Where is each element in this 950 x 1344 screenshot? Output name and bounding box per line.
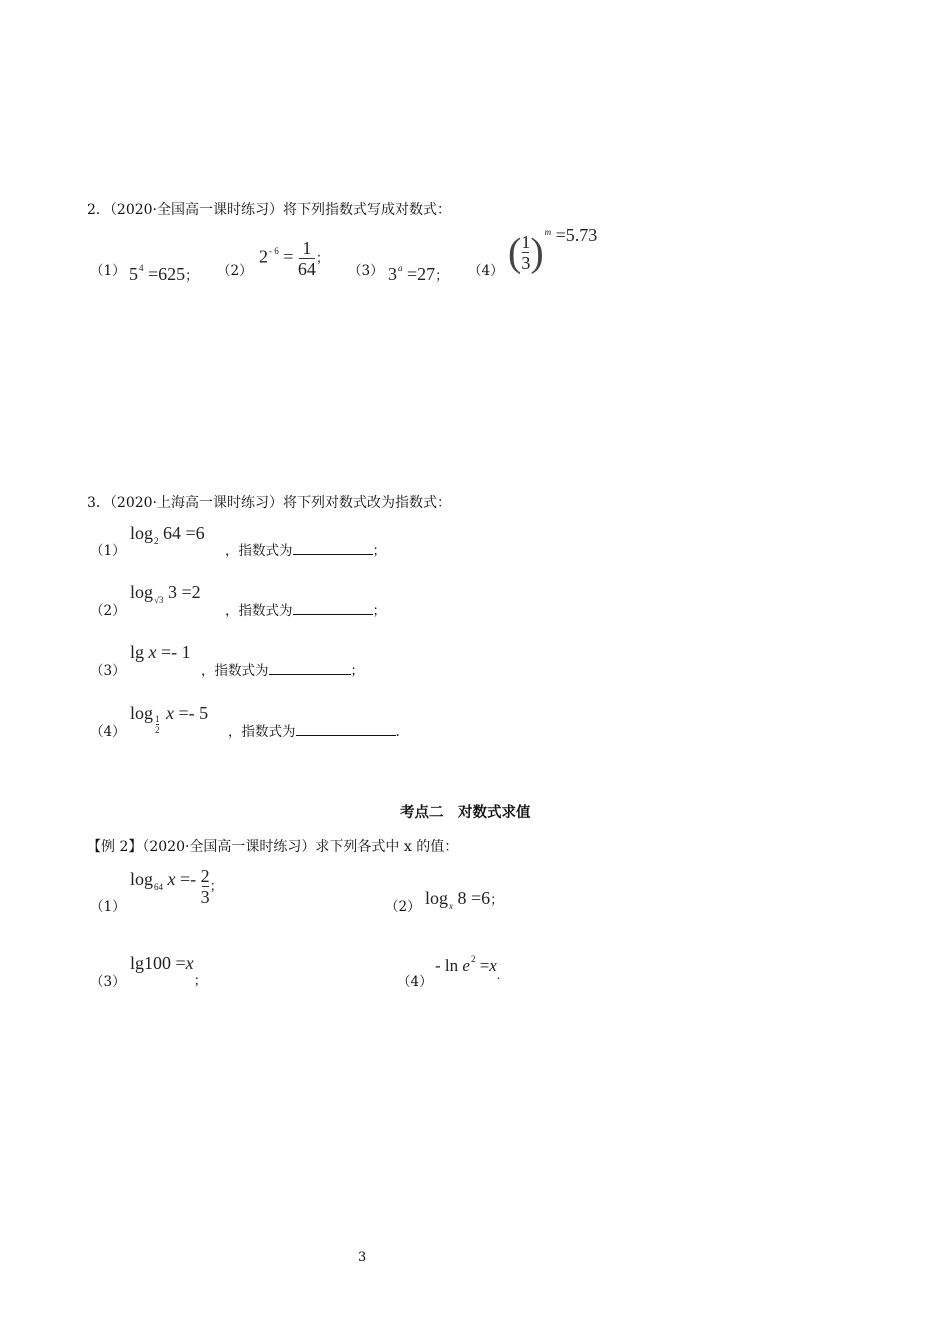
fraction: $\frac{1}{64}$ (297, 238, 316, 279)
ex2-item-2-label: （2） (385, 899, 421, 915)
example-2-title: 【例 2】（2020·全国高一课时练习）求下列各式中 x 的值： (87, 839, 459, 855)
q3-item-2-label: （2） (90, 603, 126, 619)
q3-item-4-answer: ，指数式为 . (228, 720, 400, 740)
q2-item-2-formula: $2^{- 6}$ = $\frac{1}{64}$ ； (259, 238, 330, 279)
q3-item-2-answer: ，指数式为 ； (225, 599, 386, 619)
q2-item-1-formula: $5^4 =625$； (129, 263, 199, 284)
q3-item-3-answer: ，指数式为 ； (201, 659, 364, 679)
q3-item-1-formula: $\log_2 64 =6$ (130, 523, 205, 546)
q3-item-1-label: （1） (90, 543, 126, 559)
q3-item-1-answer: ，指数式为 ； (225, 539, 386, 559)
q3-item-4-label: （4） (90, 724, 126, 740)
answer-blank[interactable] (269, 660, 351, 675)
page-number: 3 (358, 1250, 367, 1265)
q2-item-4-label: （4） (468, 263, 504, 279)
section-heading: 考点二 对数式求值 (400, 804, 531, 821)
q3-item-3-formula: lg x =- 1 (130, 642, 191, 662)
fraction: $\frac{1}{3}$ (521, 232, 531, 273)
ex2-item-3-formula: $\lg 100 =x_;$ (130, 953, 208, 988)
q2-item-3-formula: 3$^a$ =27； (388, 263, 449, 284)
q3-item-4-formula: log $\frac{1}{2}$ x =- 5 (130, 703, 209, 736)
ex2-item-4-formula: - $\ln e^2 =x_.$ (435, 954, 501, 982)
q2-item-4-formula: ( $\frac{1}{3}$ )$^m$ =5.73 (508, 224, 598, 275)
answer-blank[interactable] (293, 540, 373, 555)
q3-item-3-label: （3） (90, 663, 126, 679)
q3-item-2-formula: $\log_{√3} 3 =2$ (130, 582, 201, 605)
question-3-title: 3．（2020·上海高一课时练习）将下列对数式改为指数式： (87, 495, 451, 511)
answer-blank[interactable] (296, 721, 396, 736)
answer-blank[interactable] (293, 600, 373, 615)
ex2-item-4-label: （4） (397, 974, 433, 990)
ex2-item-2-formula: $\log_x 8 =6$； (425, 888, 504, 911)
q2-item-3-label: （3） (348, 263, 384, 279)
ex2-item-1-label: （1） (90, 899, 126, 915)
q2-item-1-label: （1） (90, 263, 126, 279)
q2-item-2-label: （2） (217, 263, 253, 279)
ex2-item-1-formula: $\log_{64} x$ =- $\frac{2}{3}$ ； (130, 866, 224, 907)
fraction: $\frac{2}{3}$ (200, 866, 210, 907)
ex2-item-3-label: （3） (90, 974, 126, 990)
question-2-title: 2．（2020·全国高一课时练习）将下列指数式写成对数式： (87, 202, 451, 218)
subscript-fraction: $\frac{1}{2}$ (155, 714, 160, 736)
